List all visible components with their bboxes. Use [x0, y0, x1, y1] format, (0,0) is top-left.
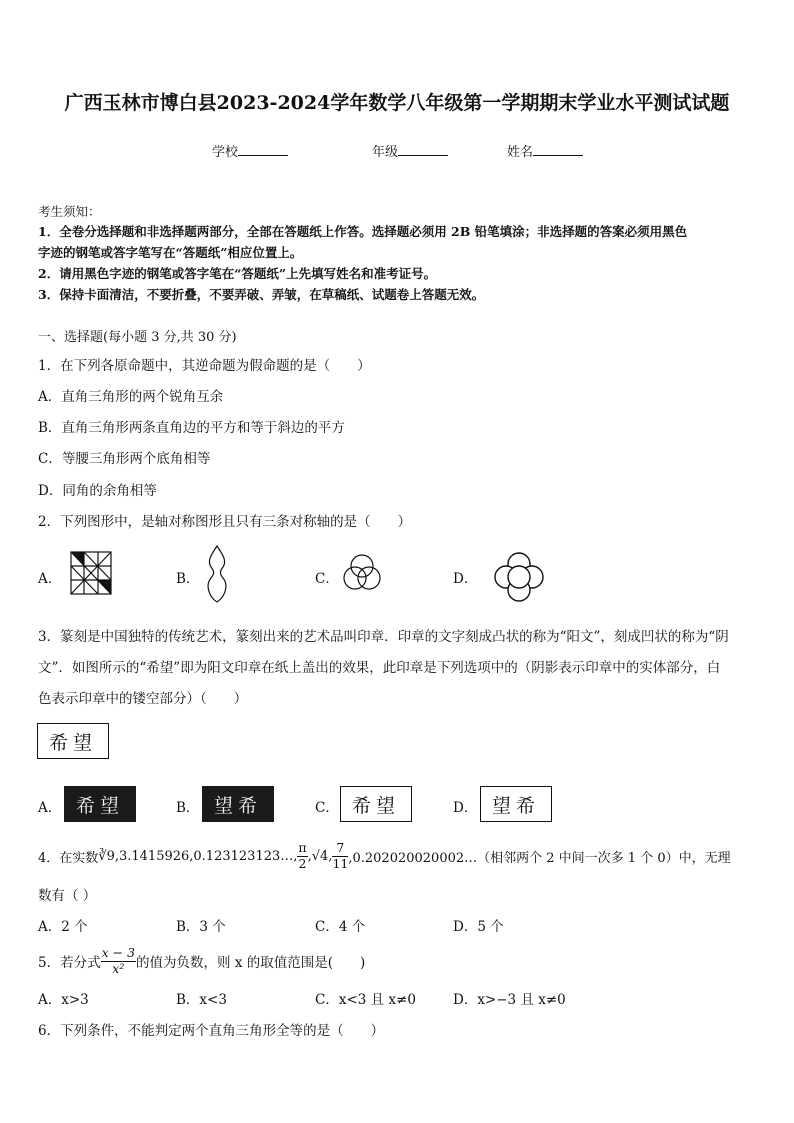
q4-stem: [38, 836, 731, 876]
seal-option-b-text: 望希: [213, 794, 262, 817]
q2-label-d[interactable]: D．: [453, 571, 478, 587]
q4-list-1: ,3.1415926,0.123123123…,: [114, 848, 298, 864]
q5-suffix: 的值为负数，则 x 的取值范围是( ): [136, 955, 366, 971]
seal-option-d-text: 望希: [491, 794, 540, 817]
seal-option-c: [340, 786, 412, 822]
q4-option-a[interactable]: A．2 个: [38, 919, 88, 935]
q5-num: x − 3: [101, 945, 136, 960]
q2-label-c[interactable]: C．: [315, 571, 339, 587]
page-title: 广西玉林市博白县2023-2024学年数学八年级第一学期期末学业水平测试试题: [64, 92, 730, 114]
q2-stem: 2．下列图形中，是轴对称图形且只有三条对称轴的是（ ）: [38, 514, 412, 530]
q1-option-c[interactable]: C．等腰三角形两个底角相等: [38, 451, 211, 467]
grade-label: 年级: [372, 145, 399, 160]
q4-list-2: ,0.202020020002…（相邻两个 2 中间一次多 1 个 0）中，无理: [348, 850, 731, 866]
q3-line-3: 色表示印章中的镂空部分）（ ）: [38, 691, 248, 707]
q4-pi-fraction: [297, 842, 307, 870]
q2-label-b[interactable]: B．: [176, 571, 200, 587]
q5-option-d[interactable]: D．x>−3 且 x≠0: [453, 992, 566, 1008]
q5-option-a[interactable]: A．x>3: [38, 992, 89, 1008]
q5-den: x²: [112, 960, 125, 976]
q2-label-a[interactable]: A．: [38, 571, 62, 587]
four-petal-flower-icon: [494, 552, 544, 602]
q4-prefix: 4．在实数: [38, 850, 99, 866]
notice-item-2: 2．请用黑色字迹的钢笔或答字笔在“答题纸”上先填写姓名和准考证号。: [38, 266, 437, 281]
q3-line-1: 3．篆刻是中国独特的传统艺术，篆刻出来的艺术品叫印章．印章的文字刻成凸状的称为“阳文”，刻成凹状的称为“阴: [38, 629, 729, 645]
q4-pi-num: π: [298, 840, 307, 855]
school-field[interactable]: [212, 141, 288, 160]
q4-line-2: 数有（ ）: [38, 888, 97, 904]
seal-impression-text: 希望: [48, 731, 97, 754]
q4-cube-root: ∛9: [98, 848, 115, 864]
notice-item-3: 3．保持卡面清洁，不要折叠，不要弄破、弄皱，在草稿纸、试题卷上答题无效。: [38, 287, 485, 302]
q1-stem: 1．在下列各原命题中，其逆命题为假命题的是（ ）: [38, 358, 371, 374]
name-field[interactable]: [507, 141, 583, 160]
q1-option-b[interactable]: B．直角三角形两条直角边的平方和等于斜边的平方: [38, 420, 345, 436]
q6-stem: 6．下列条件，不能判定两个直角三角形全等的是（ ）: [38, 1023, 385, 1039]
vase-shape-icon: [203, 545, 231, 603]
q4-option-c[interactable]: C．4 个: [315, 919, 366, 935]
seal-option-a-text: 希望: [75, 794, 124, 817]
q3-label-d[interactable]: D．: [453, 800, 478, 816]
seal-option-d: [480, 786, 552, 822]
q1-option-d[interactable]: D．同角的余角相等: [38, 483, 157, 499]
q3-label-b[interactable]: B．: [176, 800, 200, 816]
q4-seven-elevenths: [332, 842, 348, 870]
name-blank[interactable]: [533, 143, 583, 156]
grid-triangles-icon: [70, 551, 112, 595]
q5-fraction: [101, 947, 136, 975]
q4-sqrt4: ,√4,: [307, 848, 333, 864]
q3-label-c[interactable]: C．: [315, 800, 339, 816]
q3-line-2: 文”．如图所示的“希望”即为阳文印章在纸上盖出的效果，此印章是下列选项中的（阴影表示印章中的实体部分，白: [38, 660, 721, 676]
q5-option-c[interactable]: C．x<3 且 x≠0: [315, 992, 416, 1008]
section-heading: 一、选择题(每小题 3 分,共 30 分): [38, 330, 237, 345]
school-blank[interactable]: [238, 143, 288, 156]
grade-blank[interactable]: [398, 143, 448, 156]
q4-frac-num: 7: [332, 842, 348, 857]
notice-heading: 考生须知：: [38, 204, 101, 219]
trefoil-knot-icon: [340, 550, 384, 594]
notice-item-1: 1．全卷分选择题和非选择题两部分，全部在答题纸上作答。选择题必须用 2B 铅笔填涂；非选择题的答案必须用黑色: [38, 224, 688, 239]
seal-option-a: [64, 786, 136, 822]
q3-label-a[interactable]: A．: [38, 800, 62, 816]
q4-option-d[interactable]: D．5 个: [453, 919, 504, 935]
q5-stem: [38, 942, 365, 980]
notice-item-1b: 字迹的钢笔或答字笔写在“答题纸”相应位置上。: [38, 245, 303, 260]
q1-option-a[interactable]: A．直角三角形的两个锐角互余: [38, 389, 224, 405]
seal-impression: [37, 723, 109, 759]
q5-prefix: 5．若分式: [38, 955, 101, 971]
name-label: 姓名: [507, 145, 534, 160]
q4-option-b[interactable]: B．3 个: [176, 919, 226, 935]
q5-option-b[interactable]: B．x<3: [176, 992, 227, 1008]
q4-pi-den: 2: [298, 855, 307, 871]
seal-option-b: [202, 786, 274, 822]
seal-option-c-text: 希望: [351, 794, 400, 817]
grade-field[interactable]: [372, 141, 448, 160]
school-label: 学校: [212, 145, 239, 160]
q4-frac-den: 11: [332, 855, 349, 871]
